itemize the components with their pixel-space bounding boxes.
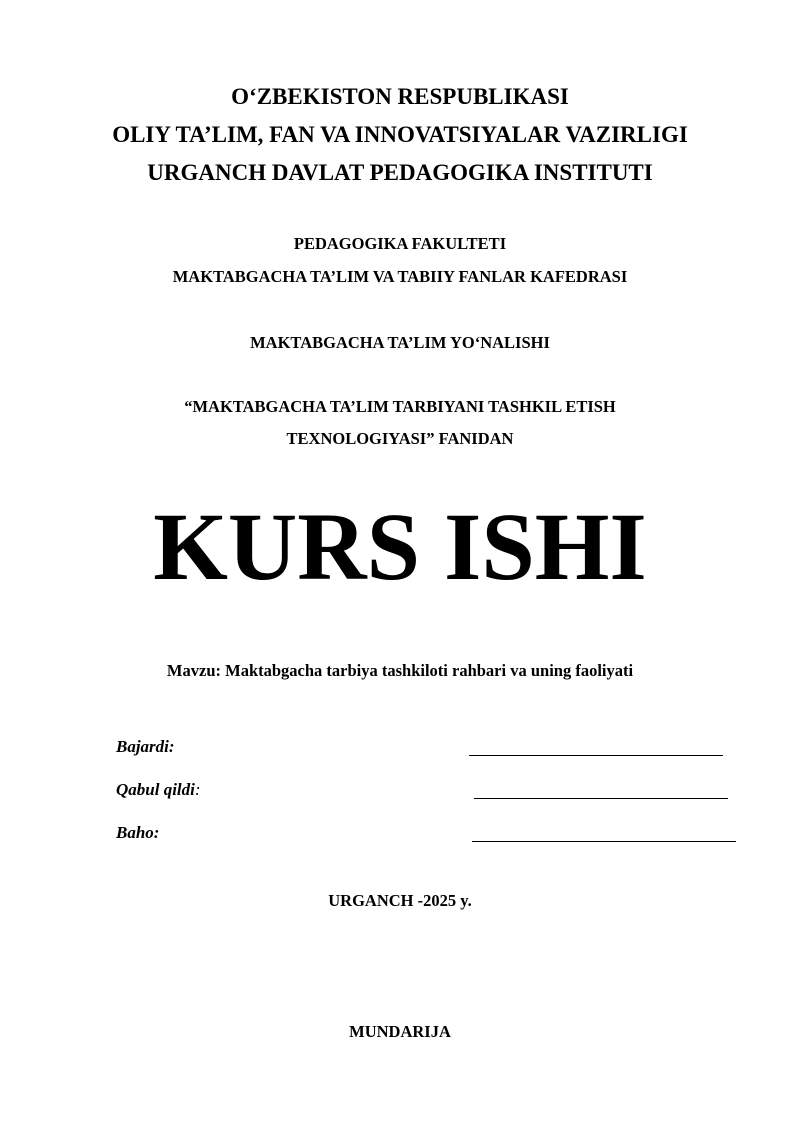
ministry-title: OLIY TA’LIM, FAN VA INNOVATSIYALAR VAZIRLIGI [112, 122, 688, 147]
signature-row-grade [116, 823, 756, 847]
faculty-name: PEDAGOGIKA FAKULTETI [293, 234, 507, 253]
subject-line-2: TEXNOLOGIYASI” FANIDAN [286, 429, 514, 448]
subject-line-1: “MAKTABGACHA TA’LIM TARBIYANI TASHKIL ETISH [184, 397, 616, 416]
contents-heading: MUNDARIJA [349, 1022, 451, 1041]
department-name: MAKTABGACHA TA’LIM VA TABIIY FANLAR KAFEDRASI [172, 267, 628, 286]
direction-name: MAKTABGACHA TA’LIM YO‘NALISHI [250, 333, 550, 352]
topic-line: Mavzu: Maktabgacha tarbiya tashkiloti rahbari va uning faoliyati [166, 661, 634, 680]
accepted-by-signature-line [474, 798, 728, 799]
document-type-title: KURS ISHI [153, 493, 647, 600]
signature-row-accepted-by [116, 780, 756, 804]
city-year: URGANCH -2025 y. [328, 891, 472, 910]
grade-label: Baho: [116, 823, 160, 842]
done-by-label: Bajardi: [116, 737, 175, 756]
country-title: O‘ZBEKISTON RESPUBLIKASI [231, 84, 569, 109]
done-by-signature-line [469, 755, 723, 756]
institute-title: URGANCH DAVLAT PEDAGOGIKA INSTITUTI [147, 160, 653, 185]
signature-row-done-by [116, 737, 756, 761]
accepted-by-label: Qabul qildi: [116, 780, 201, 799]
grade-signature-line [472, 841, 736, 842]
